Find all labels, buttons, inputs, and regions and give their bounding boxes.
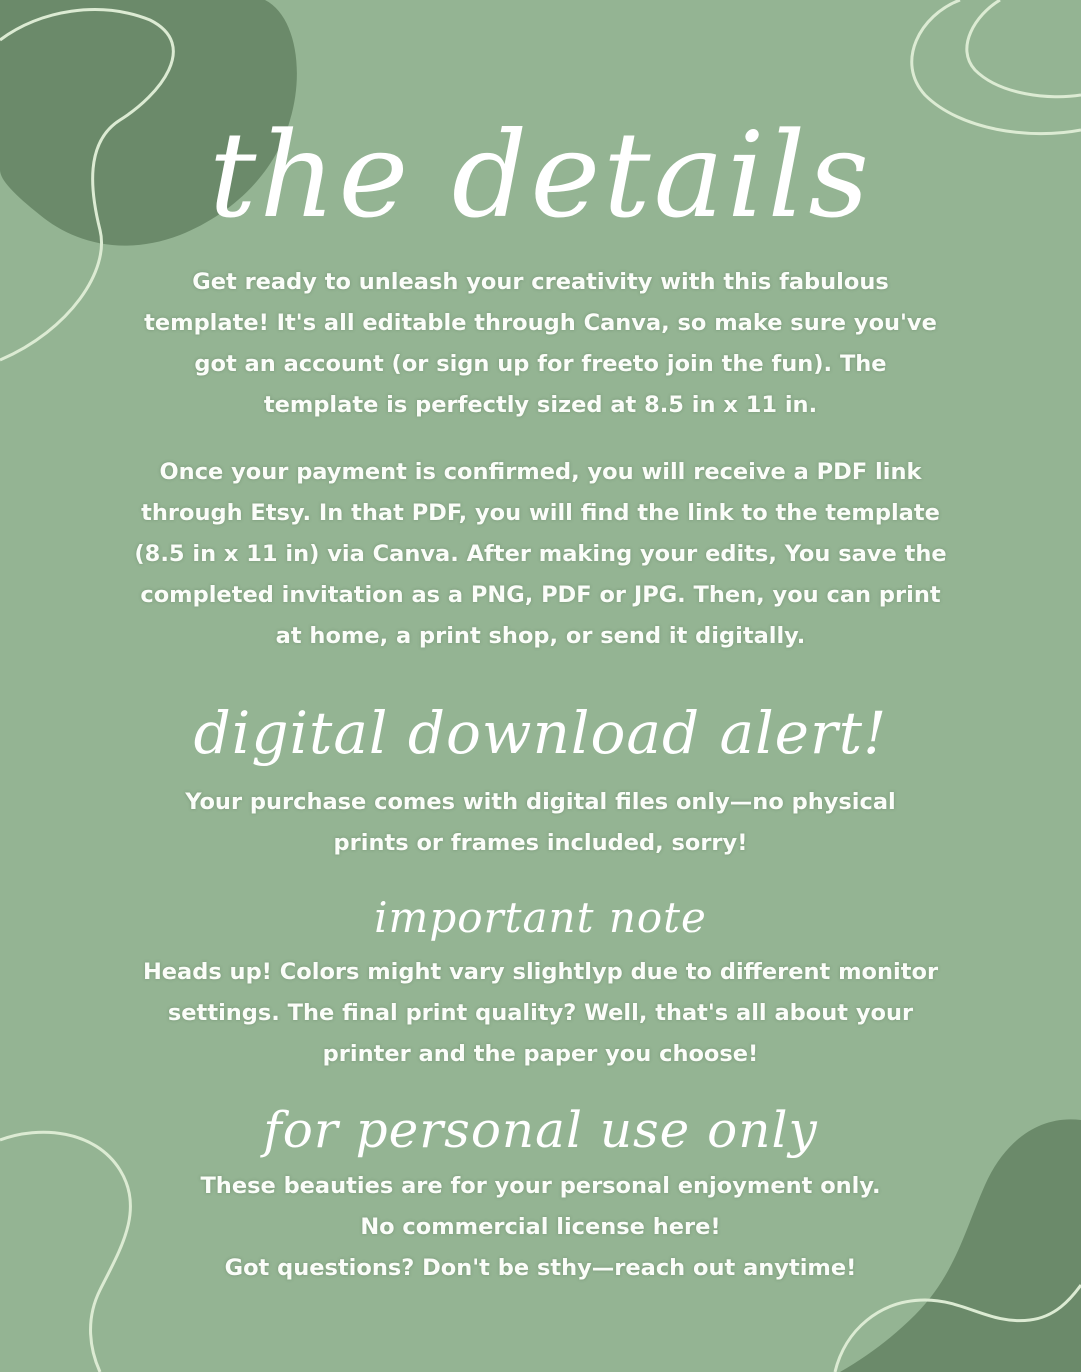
intro-line: Get ready to unleash your creativity with this fabulous xyxy=(192,269,889,295)
payment-line: completed invitation as a PNG, PDF or JPG. Then, you can print xyxy=(140,582,941,608)
payment-line: through Etsy. In that PDF, you will find the link to the template xyxy=(141,500,940,526)
payment-paragraph xyxy=(130,452,951,657)
intro-line: template! It's all editable through Canva, so make sure you've xyxy=(144,310,937,336)
important-note-heading: important note xyxy=(374,893,707,942)
payment-line: at home, a print shop, or send it digitally. xyxy=(275,623,806,649)
digital-alert-paragraph xyxy=(130,782,951,864)
payment-line: (8.5 in x 11 in) via Canva. After making your edits, You save the xyxy=(134,541,947,567)
important-note-line: Heads up! Colors might vary slightlyp due to different monitor xyxy=(142,959,939,985)
personal-use-line: These beauties are for your personal enjoyment only. xyxy=(200,1173,881,1199)
important-note-line: settings. The final print quality? Well, that's all about your xyxy=(167,1000,914,1026)
intro-paragraph xyxy=(130,262,951,426)
payment-line: Once your payment is confirmed, you will receive a PDF link xyxy=(159,459,922,485)
personal-use-line: No commercial license here! xyxy=(360,1214,721,1240)
important-note-paragraph xyxy=(130,952,951,1075)
intro-line: template is perfectly sized at 8.5 in x 11 in. xyxy=(263,392,818,418)
digital-alert-heading: digital download alert! xyxy=(193,699,888,767)
personal-use-paragraph xyxy=(130,1166,951,1289)
page-title: the details xyxy=(209,106,872,244)
digital-alert-line: prints or frames included, sorry! xyxy=(333,830,748,856)
intro-line: got an account (or sign up for freeto join the fun). The xyxy=(194,351,887,377)
digital-alert-line: Your purchase comes with digital files only—no physical xyxy=(185,789,896,815)
personal-use-heading: for personal use only xyxy=(263,1101,818,1159)
personal-use-line: Got questions? Don't be sthy—reach out anytime! xyxy=(224,1255,857,1281)
important-note-line: printer and the paper you choose! xyxy=(322,1041,759,1067)
